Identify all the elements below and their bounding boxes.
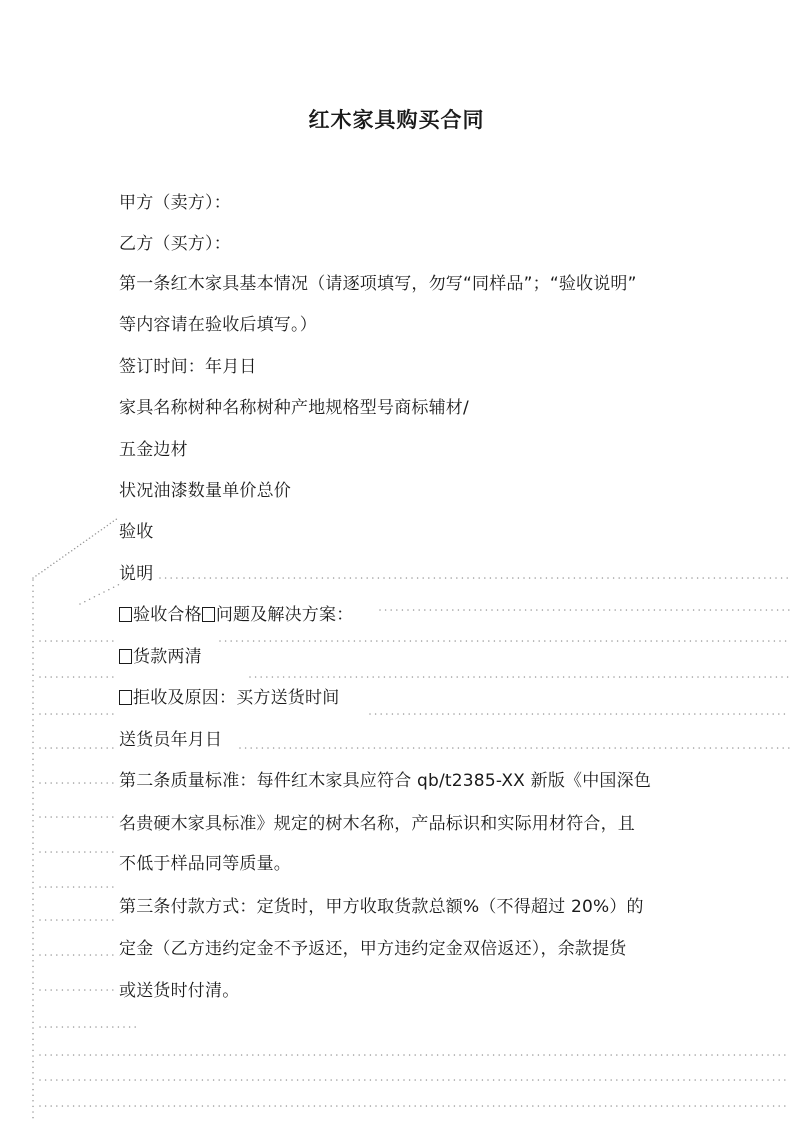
checkbox-label: 问题及解决方案： — [215, 605, 354, 625]
checkbox-label: 拒收及原因：买方送货时间 — [133, 688, 340, 708]
acceptance-line: 验收 — [119, 522, 154, 542]
checkbox-accepted[interactable] — [119, 607, 132, 622]
furniture-fields-line: 家具名称树种名称树种产地规格型号商标辅材/ — [119, 398, 469, 418]
seller-line: 甲方（卖方）： — [119, 193, 231, 213]
article-one-line: 第一条红木家具基本情况（请逐项填写，勿写“同样品”；“验收说明” — [119, 274, 637, 294]
article-three-line: 第三条付款方式：定货时，甲方收取货款总额%（不得超过 20%）的 — [119, 897, 644, 917]
article-one-continued: 等内容请在验收后填写。） — [119, 315, 317, 335]
signing-date-line: 签订时间：年月日 — [119, 357, 257, 377]
explanation-line: 说明 — [119, 564, 154, 584]
checkbox-line-reject — [119, 687, 339, 709]
checkbox-reject[interactable] — [119, 690, 132, 705]
article-three-end: 或送货时付清。 — [119, 981, 240, 1001]
checkbox-problem[interactable] — [202, 607, 215, 622]
condition-line: 状况油漆数量单价总价 — [119, 481, 291, 501]
delivery-person-line: 送货员年月日 — [119, 730, 223, 750]
buyer-line: 乙方（买方）： — [119, 234, 231, 254]
article-three-continued: 定金（乙方违约定金不予返还，甲方违约定金双倍返还），余款提货 — [119, 939, 627, 959]
checkbox-paid[interactable] — [119, 649, 132, 664]
article-two-continued: 名贵硬木家具标准》规定的树木名称，产品标识和实际用材符合，且 — [119, 814, 635, 834]
checkbox-line-payment — [119, 646, 202, 668]
checkbox-label: 验收合格 — [133, 605, 202, 625]
checkbox-line-acceptance — [119, 604, 353, 626]
checkbox-label: 货款两清 — [133, 647, 202, 667]
document-title: 红木家具购买合同 — [308, 108, 485, 132]
article-two-line: 第二条质量标准：每件红木家具应符合 qb/t2385-XX 新版《中国深色 — [119, 771, 652, 791]
article-two-end: 不低于样品同等质量。 — [119, 854, 291, 874]
hardware-line: 五金边材 — [119, 440, 188, 460]
